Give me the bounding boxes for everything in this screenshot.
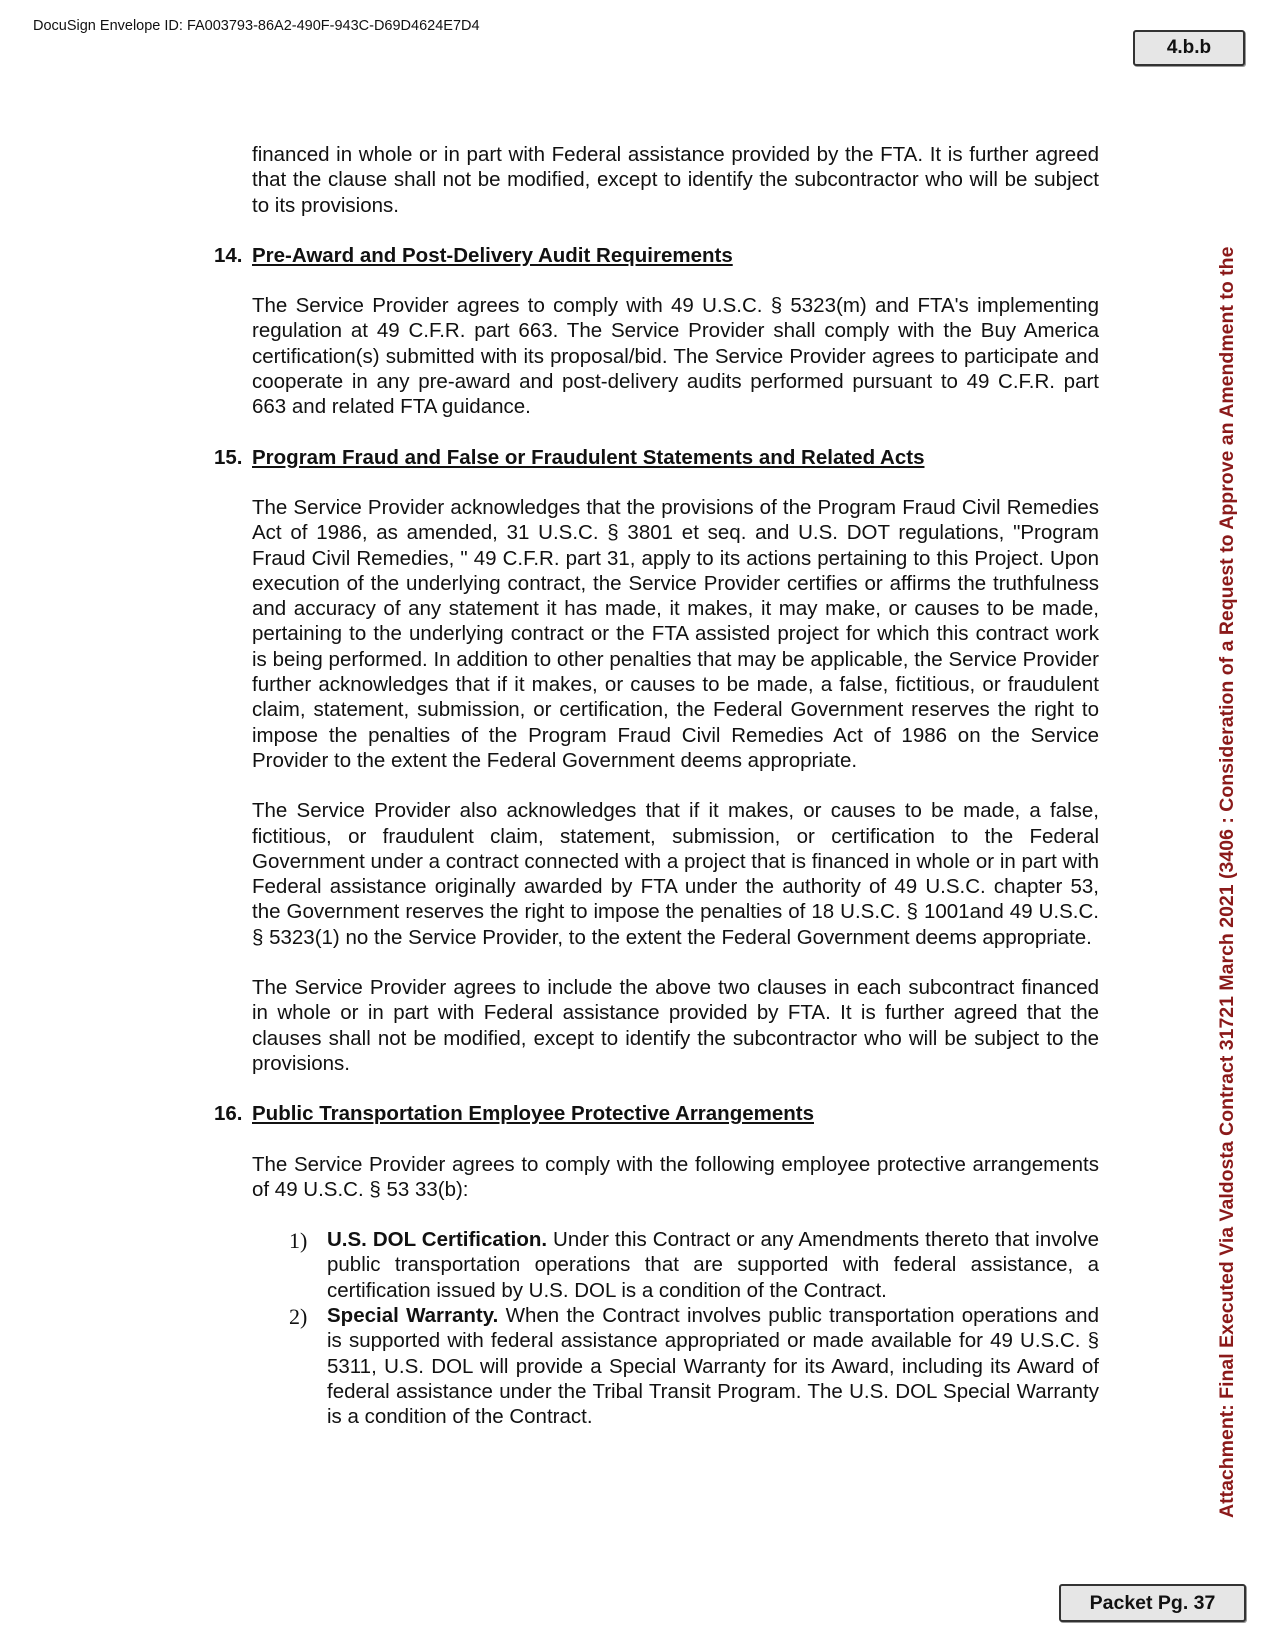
list-item-text: When the Contract involves public transportation operations and is supported with federal assistance appropriated or made available for 49 U.S.C. § 5311, U.S. DOL will provide a Special Warranty for its Award, including its Award of federal assistance under the Tribal Transit Program. The U.S. DOL Special Warranty is a condition of the Contract. <box>327 1303 1099 1429</box>
section-number: 16. <box>214 1102 243 1126</box>
protective-arrangements-list <box>289 1227 1099 1429</box>
section-number: 14. <box>214 243 243 267</box>
section-title: Program Fraud and False or Fraudulent Statements and Related Acts <box>252 445 925 469</box>
section-15-paragraph-3: The Service Provider agrees to include the above two clauses in each subcontract financed in whole or in part with Federal assistance provided by FTA. It is further agreed that the clauses shall not be modified, except to identify the subcontractor who will be subject to the provisions. <box>252 976 1099 1075</box>
list-marker: 2) <box>289 1303 308 1329</box>
section-15-paragraph-2: The Service Provider also acknowledges that if it makes, or causes to be made, a false, fictitious, or fraudulent claim, statement, submission, or certification to the Federal Government under a contract connected with a project that is financed in whole or in part with Federal assistance originally awarded by FTA under the authority of 49 U.S.C. chapter 53, the Government reserves the right to impose the penalties of 18 U.S.C. § 1001and 49 U.S.C. § 5323(1) no the Service Provider, to the extent the Federal Government deems appropriate. <box>252 799 1099 949</box>
list-item-lead: U.S. DOL Certification. <box>327 1228 548 1252</box>
envelope-id: DocuSign Envelope ID: FA003793-86A2-490F-943C-D69D4624E7D4 <box>33 18 480 34</box>
list-item-lead: Special Warranty. <box>327 1303 499 1327</box>
agenda-item-badge: 4.b.b <box>1133 30 1245 66</box>
section-15-heading <box>214 445 1099 470</box>
section-16-paragraph: The Service Provider agrees to comply with the following employee protective arrangements of 49 U.S.C. § 53 33(b): <box>252 1152 1099 1201</box>
section-14-paragraph: The Service Provider agrees to comply with 49 U.S.C. § 5323(m) and FTA's implementing regulation at 49 C.F.R. part 663. The Service Provider shall comply with the Buy America certification(s) submitted with its proposal/bid. The Service Provider agrees to participate and cooperate in any pre-award and post-delivery audits performed pursuant to 49 C.F.R. part 663 and related FTA guidance. <box>252 294 1099 419</box>
intro-paragraph: financed in whole or in part with Federal assistance provided by the FTA. It is further agreed that the clause shall not be modified, except to identify the subcontractor who will be subject to its provisions. <box>252 143 1099 217</box>
section-16-heading <box>214 1101 1099 1126</box>
list-marker: 1) <box>289 1228 308 1254</box>
list-item <box>289 1303 1099 1429</box>
section-15-paragraph-1: The Service Provider acknowledges that the provisions of the Program Fraud Civil Remedies Act of 1986, as amended, 31 U.S.C. § 3801 et seq. and U.S. DOT regulations, "Program Fraud Civil Remedies, " 49 C.F.R. part 31, apply to its actions pertaining to this Project. Upon execution of the underlying contract, the Service Provider certifies or affirms the truthfulness and accuracy of any statement it has made, it makes, it may make, or causes to be made, pertaining to the underlying contract or the FTA assisted project for which this contract work is being performed. In addition to other penalties that may be applicable, the Service Provider further acknowledges that if it makes, or causes to be made, a false, fictitious, or fraudulent claim, statement, submission, or certification, the Federal Government reserves the right to impose the penalties of the Program Fraud Civil Remedies Act of 1986 on the Service Provider to the extent the Federal Government deems appropriate. <box>252 495 1099 772</box>
attachment-side-label: Attachment: Final Executed Via Valdosta Contract 31721 March 2021 (3406 : Consideration of a Request to Approve an Amendment to the <box>1216 246 1238 1518</box>
packet-page-badge: Packet Pg. 37 <box>1059 1584 1246 1622</box>
section-title: Pre-Award and Post-Delivery Audit Requirements <box>252 243 733 267</box>
list-item <box>289 1227 1099 1303</box>
section-14-heading <box>214 243 1099 268</box>
list-item-text: Under this Contract or any Amendments thereto that involve public transportation operations that are supported with federal assistance, a certification issued by U.S. DOL is a condition of the Contract. <box>327 1228 1099 1302</box>
section-number: 15. <box>214 445 243 469</box>
section-title: Public Transportation Employee Protective Arrangements <box>252 1102 814 1126</box>
document-body <box>214 142 1099 1429</box>
